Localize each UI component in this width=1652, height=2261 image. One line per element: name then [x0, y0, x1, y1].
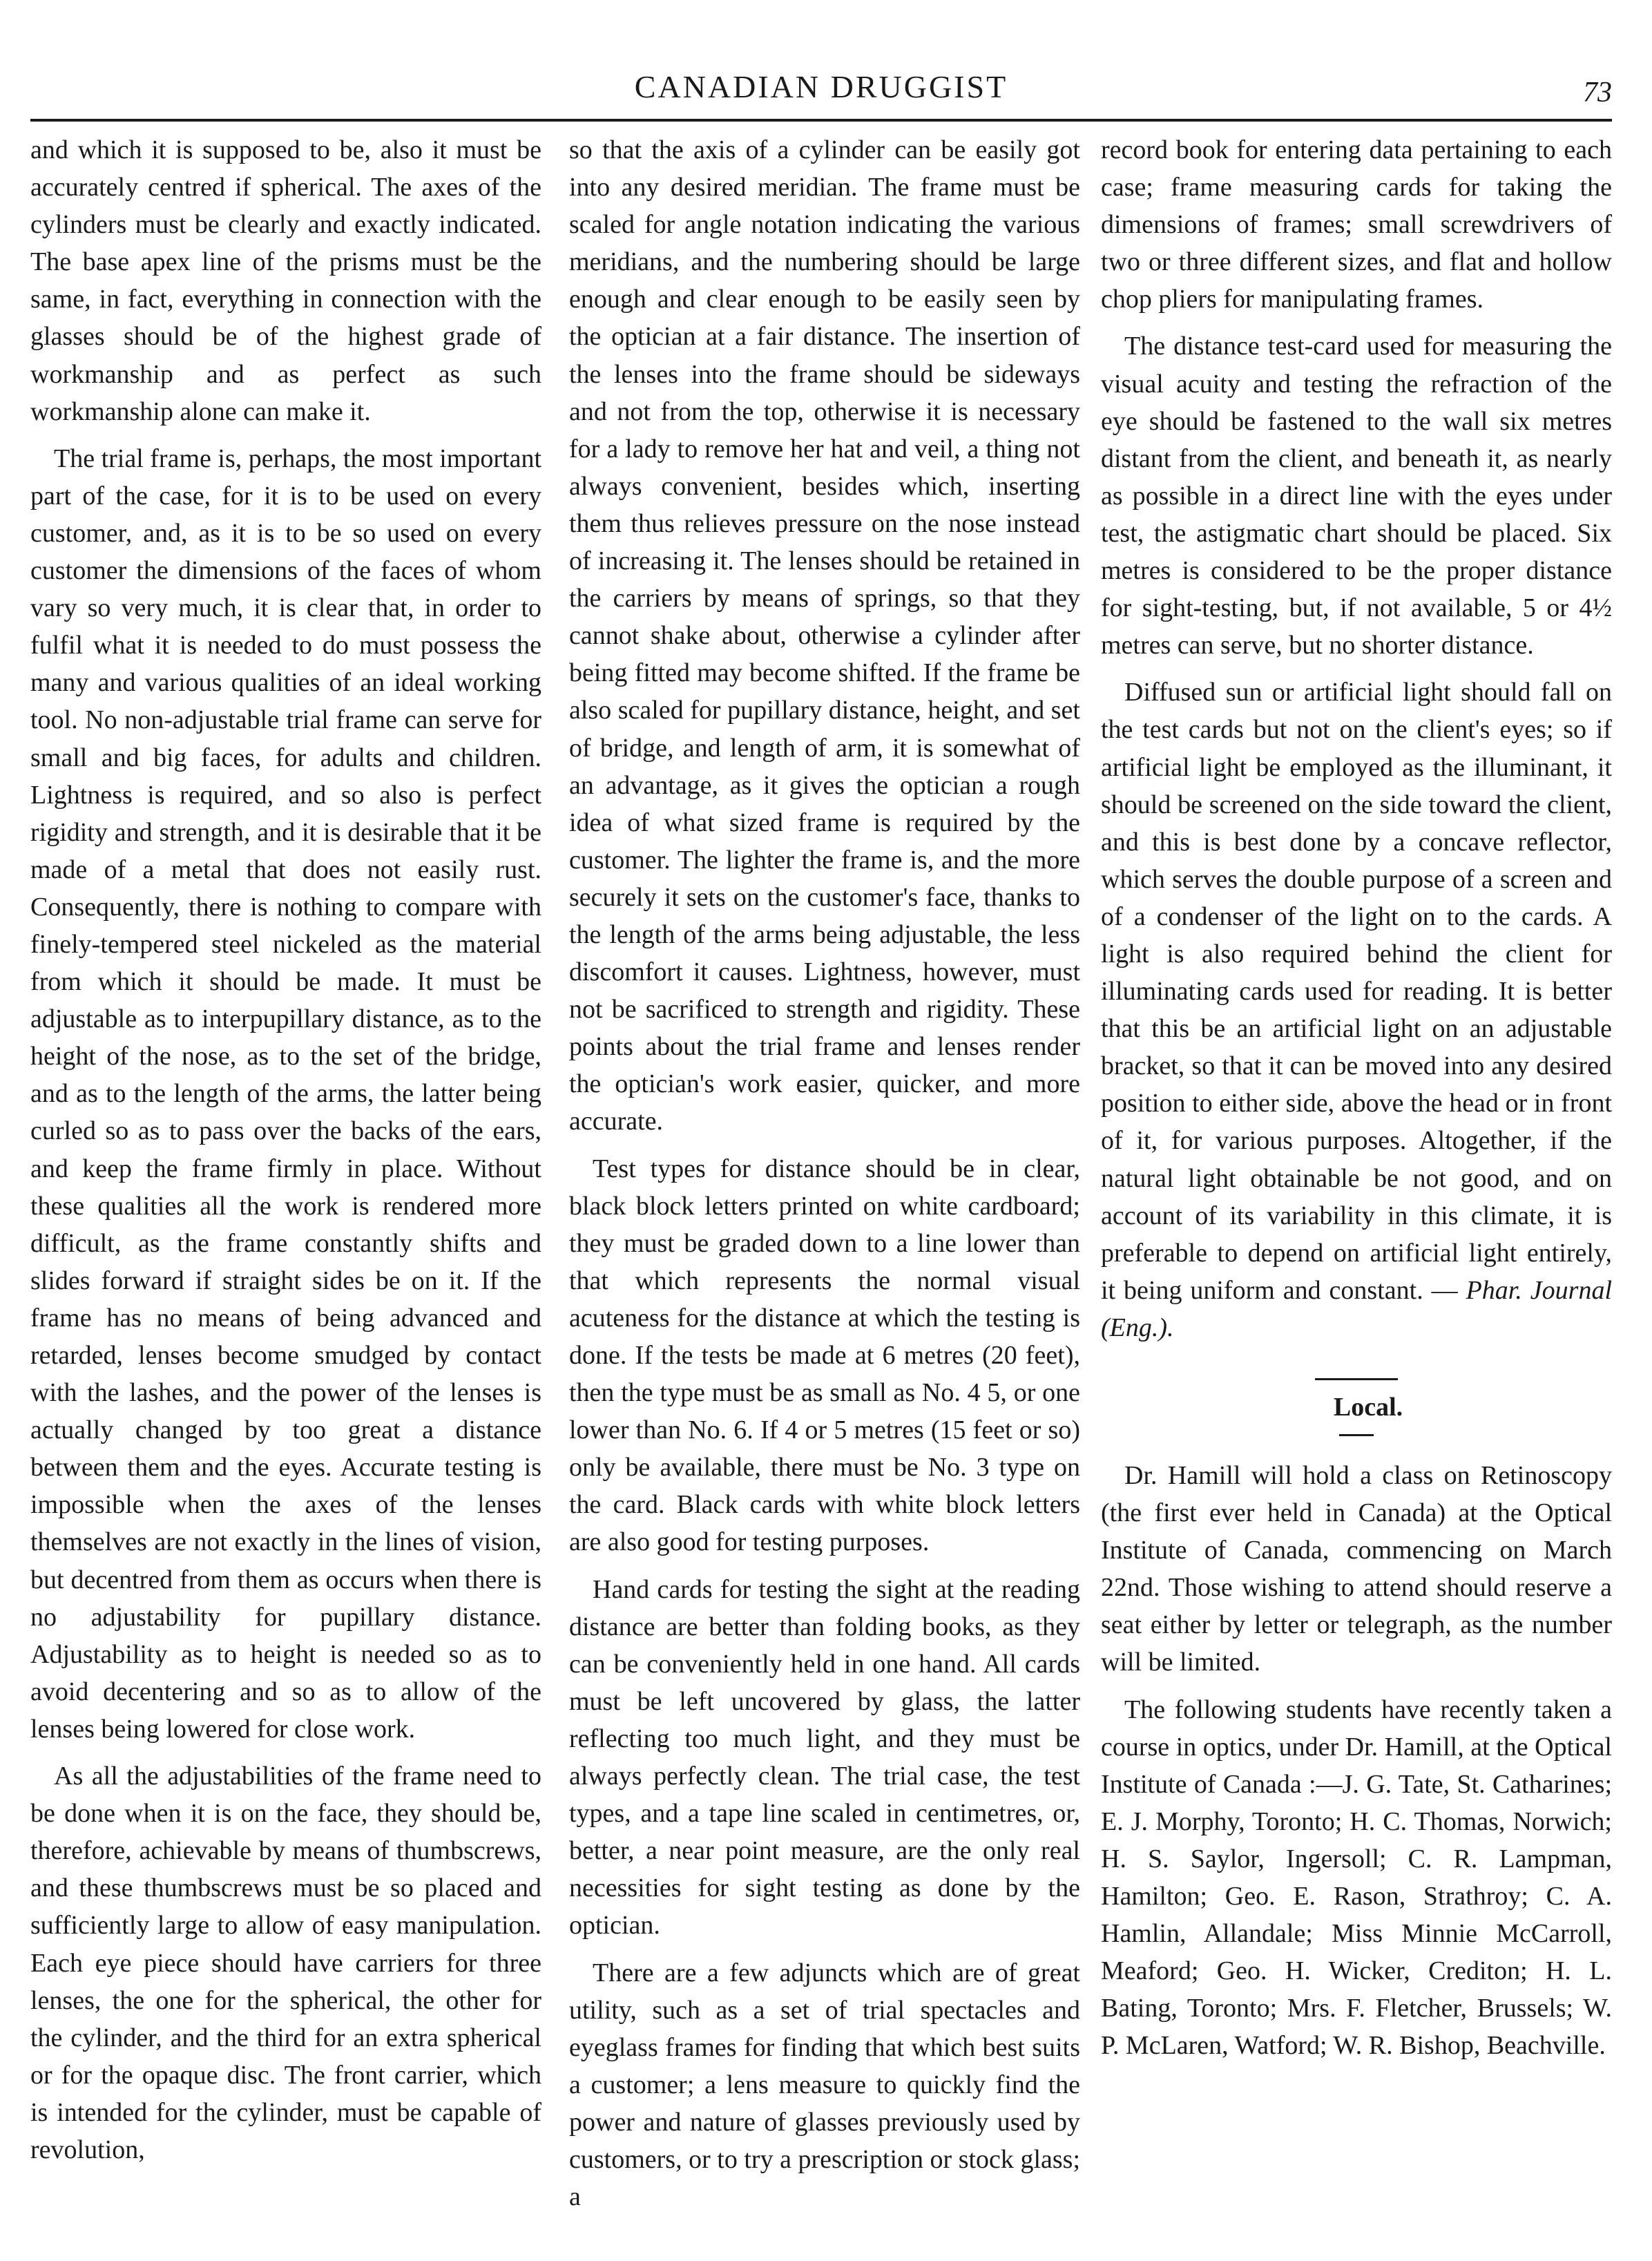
paragraph: The trial frame is, perhaps, the most important part of the case, for it is to be used on every customer, and, as it is to be so used on every customer the dimensions of the faces of whom vary so very much, it is clear that, in order to fulfil what it is needed to do must possess the many and various qualities of an ideal working tool. No non-adjustable trial frame can serve for small and big faces, for adults and children. Lightness is required, and so also is perfect rigidity and strength, and it is desirable that it be made of a metal that does not easily rust. Consequently, there is nothing to compare with finely-tempered steel nickeled as the material from which it should be made. It must be adjustable as to interpupillary distance, as to the height of the nose, as to the set of the bridge, and as to the length of the arms, the latter being curled so as to pass over the backs of the ears, and keep the frame firmly in place. Without these qualities all the work is rendered more difficult, as the frame constantly shifts and slides forward if straight sides be on it. If the frame has no means of being advanced and retarded, lenses become smudged by contact with the lashes, and the power of the lenses is actually changed by too great a distance between them and the eyes. Accurate testing is impossible when the axes of the lenses themselves are not exactly in the lines of vision, but decentred from them as occurs when there is no adjustability for pupillary distance. Adjustability as to height is needed so as to avoid decentering and so as to allow of the lenses being lowered for close work.	[30, 443, 541, 1744]
paragraph-with-source	[1101, 674, 1612, 1346]
column-2	[569, 131, 1080, 2245]
paragraph: record book for entering data pertaining to each case; frame measuring cards for taking the dimensions of frames; small screwdrivers of two or three different sizes, and flat and hollow chop pliers for manipulating frames.	[1101, 135, 1612, 314]
paragraph: so that the axis of a cylinder can be easily got into any desired meridian. The frame must be scaled for angle notation indicating the various meridians, and the numbering should be large enough and clear enough to be easily seen by the optician at a fair distance. The insertion of the lenses into the frame should be sideways and not from the top, otherwise it is necessary for a lady to remove her hat and veil, a thing not always convenient, besides which, inserting them thus relieves pressure on the nose instead of increasing it. The lenses should be retained in the carriers by means of springs, so that they cannot shake about, otherwise a cylinder after being fitted may become shifted. If the frame be also scaled for pupillary distance, height, and set of bridge, and length of arm, it is somewhat of an advantage, as it gives the optician a rough idea of what sized frame is required by the customer. The lighter the frame is, and the more securely it sets on the customer's face, thanks to the length of the arms being adjustable, the less discomfort it causes. Lightness, however, must not be sacrificed to strength and rigidity. These points about the trial frame and lenses render the optician's work easier, quicker, and more accurate.	[569, 135, 1080, 1136]
paragraph: Hand cards for testing the sight at the reading distance are better than folding books, as they can be conveniently held in one hand. All cards must be left uncovered by glass, the latter reflecting too much light, and they must be always perfectly clean. The trial case, the test types, and a tape line scaled in centimetres, or, better, a near point measure, are the only real necessities for sight testing as done by the optician.	[569, 1574, 1080, 1940]
paragraph: The distance test-card used for measuring the visual acuity and testing the refraction of the eye should be fastened to the wall six metres distant from the client, and beneath it, as nearly as possible in a direct line with the eyes under test, the astigmatic chart should be placed. Six metres is considered to be the proper distance for sight-testing, but, if not available, 5 or 4½ metres can serve, but no shorter distance.	[1101, 332, 1612, 660]
paragraph: Dr. Hamill will hold a class on Retinoscopy (the first ever held in Canada) at the Optical Institute of Canada, commencing on March 22nd. Those wishing to attend should reserve a seat either by letter or telegraph, as the number will be limited.	[1101, 1461, 1612, 1677]
column-3	[1101, 131, 1612, 2245]
paragraph: The following students have recently taken a course in optics, under Dr. Hamill, at the Optical Institute of Canada :—J. G. Tate, St. Catharines; E. J. Morphy, Toronto; H. C. Thomas, Norwich; H. S. Saylor, Ingersoll; C. R. Lampman, Hamilton; Geo. E. Rason, Strathroy; C. A. Hamlin, Allandale; Miss Minnie McCarroll, Meaford; Geo. H. Wicker, Crediton; H. L. Bating, Toronto; Mrs. F. Fletcher, Brussels; W. P. McLaren, Watford; W. R. Bishop, Beachville.	[1101, 1695, 1612, 2061]
header-rule	[30, 119, 1612, 122]
section-divider	[1315, 1378, 1398, 1380]
paragraph: As all the adjustabilities of the frame need to be done when it is on the face, they should be, therefore, achievable by means of thumbscrews, and these thumbscrews must be so placed and sufficiently large to allow of easy manipulation. Each eye piece should have carriers for three lenses, the one for the spherical, the other for the cylinder, and the third for an extra spherical or for the opaque disc. The front carrier, which is intended for the cylinder, must be capable of revolution,	[30, 1762, 541, 2164]
page-number: 73	[1583, 77, 1612, 108]
page-header	[30, 66, 1612, 115]
column-1	[30, 131, 541, 2245]
source-citation: Phar. Journal (Eng.).	[1101, 1275, 1612, 1342]
paragraph: Test types for distance should be in clear, black block letters printed on white cardboard; they must be graded down to a line lower than that which represents the normal visual acuteness for the distance at which the testing is done. If the tests be made at 6 metres (20 feet), then the type must be as small as No. 4 5, or one lower than No. 6. If 4 or 5 metres (15 feet or so) only be available, there must be No. 3 type on the card. Black cards with white block letters are also good for testing purposes.	[569, 1154, 1080, 1557]
paragraph-text: Diffused sun or artificial light should fall on the test cards but not on the client's eyes; so if artificial light be employed as the illuminant, it should be screened on the side toward the client, and this is best done by a concave reflector, which serves the double purpose of a screen and of a condenser of the light on to the cards. A light is also required behind the client for illuminating cards used for reading. It is better that this be an artificial light on an adjustable bracket, so that it can be moved into any desired position to either side, above the head or in front of it, for various purposes. Altogether, if the natural light obtainable be not good, and on account of its variability in this climate, it is preferable to depend on artificial light entirely, it being uniform and constant. —	[1101, 678, 1612, 1305]
section-heading-local: Local.	[1333, 1393, 1403, 1422]
paragraph: There are a few adjuncts which are of great utility, such as a set of trial spectacles and eyeglass frames for finding that which best suits a customer; a lens measure to quickly find the power and nature of glasses previously used by customers, or to try a prescription or stock glass; a	[569, 1958, 1080, 2212]
running-title: CANADIAN DRUGGIST	[634, 69, 1008, 104]
heading-underline	[1339, 1434, 1374, 1436]
paragraph: and which it is supposed to be, also it must be accurately centred if spherical. The axes of the cylinders must be clearly and exactly indicated. The base apex line of the prisms must be the same, in fact, everything in connection with the glasses should be of the highest grade of workmanship and as perfect as such workmanship alone can make it.	[30, 135, 541, 426]
